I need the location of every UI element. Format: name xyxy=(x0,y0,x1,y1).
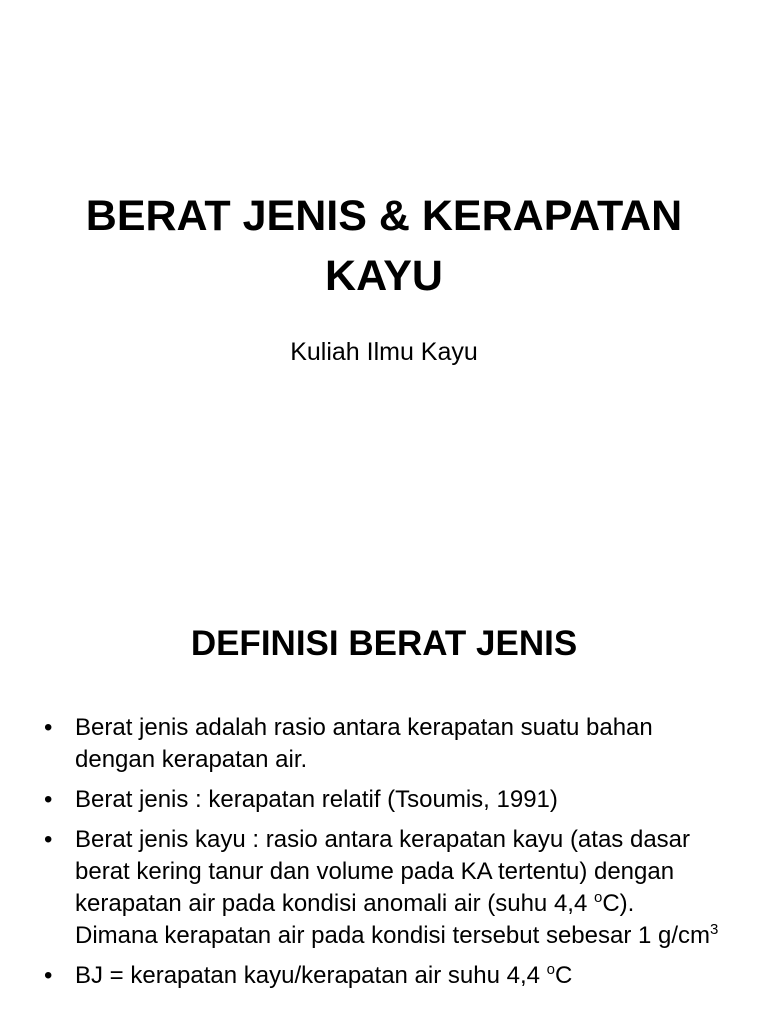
list-item xyxy=(42,784,722,816)
bullet-text-continued: C). Dimana kerapatan air pada kondisi tersebut sebesar 1 g/cm xyxy=(75,890,711,949)
list-item xyxy=(42,960,722,992)
list-item xyxy=(42,824,722,952)
bullet-icon: • xyxy=(44,786,53,813)
bullet-text: Berat jenis : kerapatan relatif (Tsoumis, 1991) xyxy=(75,786,558,813)
bullet-text: BJ = kerapatan kayu/kerapatan air suhu 4,4 xyxy=(75,962,547,989)
bullet-icon: • xyxy=(44,714,53,741)
bullet-text-continued: C xyxy=(554,962,573,989)
definition-slide xyxy=(0,576,768,1024)
slide-title-line-1: BERAT JENIS & KERAPATAN xyxy=(85,192,683,240)
cubic-superscript: 3 xyxy=(710,921,719,938)
bullet-icon: • xyxy=(44,962,53,989)
slide-title xyxy=(40,186,728,306)
bullet-list xyxy=(42,712,722,1000)
degree-superscript: o xyxy=(593,889,603,906)
slide-title-line-2: KAYU xyxy=(325,252,443,300)
slide-subtitle: Kuliah Ilmu Kayu xyxy=(290,338,478,366)
section-heading: DEFINISI BERAT JENIS xyxy=(190,624,578,663)
list-item xyxy=(42,712,722,776)
degree-superscript: o xyxy=(546,961,555,978)
bullet-text: Berat jenis adalah rasio antara kerapatan suatu bahan dengan kerapatan air. xyxy=(75,714,653,773)
bullet-icon: • xyxy=(44,826,53,853)
bullet-text: Berat jenis kayu : rasio antara kerapatan kayu (atas dasar berat kering tanur dan volume pada KA tertentu) dengan kerapatan air pada kondisi anomali air (suhu 4,4 xyxy=(75,826,690,917)
